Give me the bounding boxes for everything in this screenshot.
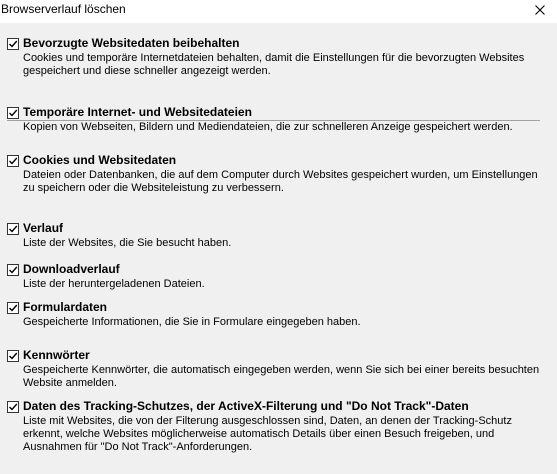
checkmark-icon [8, 224, 18, 234]
passwords-label[interactable]: Kennwörter [23, 348, 90, 362]
keep-favorites-checkbox[interactable] [7, 38, 19, 50]
checkmark-icon [8, 156, 18, 166]
cookies-checkbox[interactable] [7, 155, 19, 167]
close-button[interactable] [531, 1, 549, 19]
cookies-description: Dateien oder Datenbanken, die auf dem Computer durch Websites gespeichert wurden, um Einstellungen zu speichern oder die Websiteleistung zu verbessern. [23, 169, 538, 194]
checkmark-icon [8, 108, 18, 118]
tracking-protection-description: Liste mit Websites, die von der Filterung ausgeschlossen sind, Daten, an denen der Tracking-Schutz erkennt, welche Websites möglicherweise automatisch Details über einen Besuch freigeben, und Ausnahmen für "Do Not Track"-Anforderungen. [23, 415, 512, 453]
options-panel [0, 23, 557, 474]
checkmark-icon [8, 402, 18, 412]
form-data-checkbox[interactable] [7, 302, 19, 314]
history-label[interactable]: Verlauf [23, 221, 64, 235]
cookies-label[interactable]: Cookies und Websitedaten [23, 153, 177, 167]
download-history-description: Liste der heruntergeladenen Dateien. [23, 278, 205, 290]
checkmark-icon [8, 351, 18, 361]
history-description: Liste der Websites, die Sie besucht haben. [23, 237, 232, 249]
keep-favorites-label[interactable]: Bevorzugte Websitedaten beibehalten [23, 36, 240, 50]
temp-files-label[interactable]: Temporäre Internet- und Websitedateien [23, 105, 252, 119]
passwords-description: Gespeicherte Kennwörter, die automatisch eingegeben werden, wenn Sie sich bei einer bereits besuchten Website anmelden. [23, 364, 540, 389]
form-data-label[interactable]: Formulardaten [23, 300, 108, 314]
checkmark-icon [8, 265, 18, 275]
close-icon [535, 5, 545, 15]
download-history-label[interactable]: Downloadverlauf [23, 262, 120, 276]
checkmark-icon [8, 303, 18, 313]
temp-files-checkbox[interactable] [7, 107, 19, 119]
tracking-protection-label[interactable]: Daten des Tracking-Schutzes, der ActiveX-Filterung und "Do Not Track"-Daten [23, 399, 469, 413]
download-history-checkbox[interactable] [7, 264, 19, 276]
keep-favorites-description: Cookies und temporäre Internetdateien behalten, damit die Einstellungen für die bevorzugten Websites gespeichert und diese schneller angezeigt werden. [23, 52, 525, 77]
checkmark-icon [8, 39, 18, 49]
tracking-protection-checkbox[interactable] [7, 401, 19, 413]
history-checkbox[interactable] [7, 223, 19, 235]
passwords-checkbox[interactable] [7, 350, 19, 362]
form-data-description: Gespeicherte Informationen, die Sie in Formulare eingegeben haben. [23, 316, 361, 328]
title-bar [0, 0, 557, 22]
window-title: Browserverlauf löschen [1, 2, 126, 16]
temp-files-description: Kopien von Webseiten, Bildern und Mediendateien, die zur schnelleren Anzeige gespeichert werden. [23, 121, 513, 133]
